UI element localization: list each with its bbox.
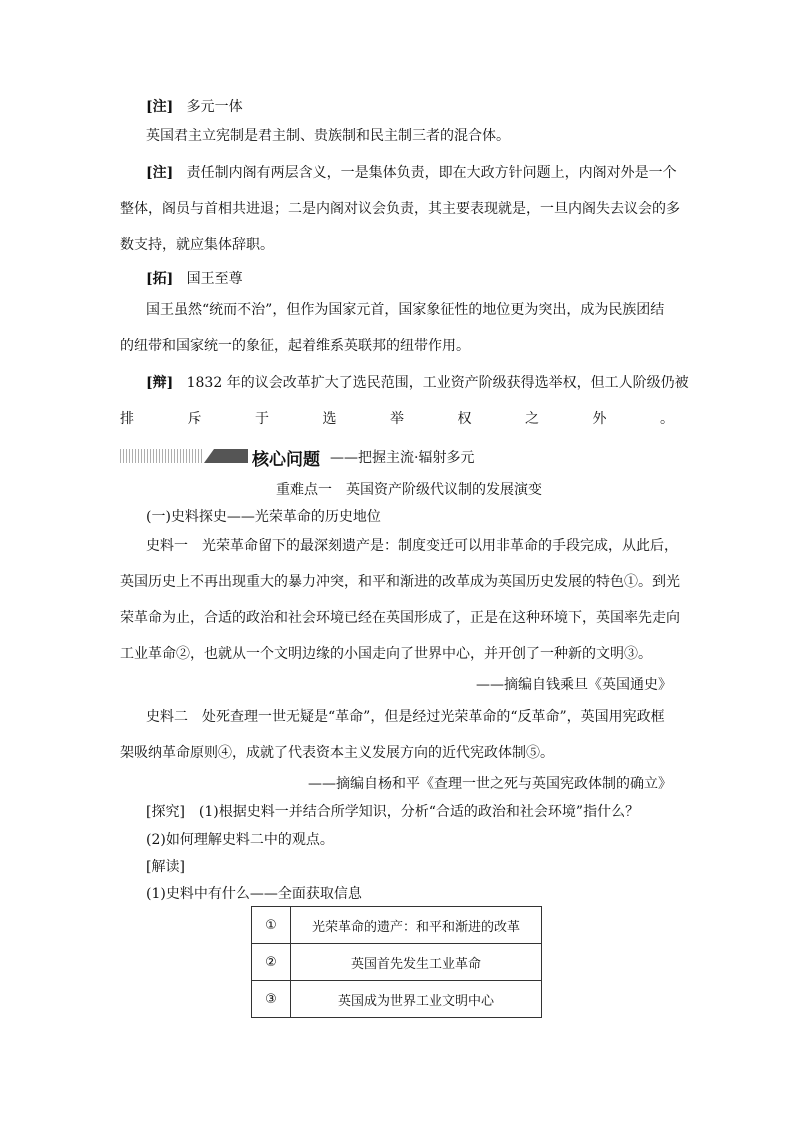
banner-hatch-decoration [120, 449, 202, 463]
dist-char: 之 [525, 411, 539, 427]
banner-bar-decoration [204, 449, 248, 463]
ext-heading [146, 270, 243, 288]
dist-char: 于 [255, 411, 269, 427]
section-banner [120, 444, 674, 468]
dist-text: 1832 年的议会改革扩大了选民范围，工业资产阶级获得选举权，但工人阶级仍被 [186, 375, 689, 391]
source2-line2: 架吸纳革命原则④，成就了代表资本主义发展方向的近代宪政体制⑤。 [120, 745, 554, 761]
interpret-step1: (1)史料中有什么——全面获取信息 [146, 886, 362, 902]
row-text: 英国首先发生工业革命 [291, 944, 542, 981]
dist-char: 权 [457, 411, 472, 427]
section-heading: 重难点一 英国资产阶级代议制的发展演变 [276, 482, 542, 498]
dist-line1 [146, 374, 689, 392]
dist-tag: [辩] [146, 375, 174, 391]
note1-body: 英国君主立宪制是君主制、贵族制和民主制三者的混合体。 [146, 128, 510, 144]
row-number: ① [252, 907, 291, 944]
ext-line2: 的纽带和国家统一的象征，起着维系英联邦的纽带作用。 [120, 338, 470, 354]
source1-line2: 英国历史上不再出现重大的暴力冲突，和平和渐进的改革成为英国历史发展的特色①。到光 [120, 574, 680, 590]
row-text: 光荣革命的遗产：和平和渐进的改革 [291, 907, 542, 944]
table-row [252, 907, 542, 944]
row-number: ③ [252, 981, 291, 1018]
source1-line4: 工业革命②，也就从一个文明边缘的小国走向了世界中心，并开创了一种新的文明③。 [120, 646, 652, 662]
table-row [252, 944, 542, 981]
banner-subtitle: ——把握主流·辐射多元 [330, 450, 475, 466]
source1-line3: 荣革命为止，合适的政治和社会环境已经在英国形成了，正是在这种环境下，英国率先走向 [120, 610, 680, 626]
dist-line2 [120, 410, 674, 428]
source2-line1: 史料二 处死查理一世无疑是“革命”，但是经过光荣革命的“反革命”，英国用宪政框 [146, 709, 665, 725]
interpret-tag: [解读] [146, 859, 185, 875]
explore-line2: (2)如何理解史料二中的观点。 [146, 832, 334, 848]
dist-char: 外 [592, 411, 607, 427]
note-tag: [注] [146, 99, 174, 115]
note2-text: 责任制内阁有两层含义，一是集体负责，即在大政方针问题上，内阁对外是一个 [186, 165, 677, 181]
source1-citation: ——摘编自钱乘旦《英国通史》 [476, 677, 672, 693]
source2-citation: ——摘编自杨和平《查理一世之死与英国宪政体制的确立》 [308, 776, 672, 792]
note-title: 多元一体 [186, 99, 243, 115]
note2-line1 [146, 164, 677, 182]
info-table [251, 906, 542, 1018]
note-tag: [注] [146, 165, 174, 181]
note2-line2: 整体，阁员与首相共进退；二是内阁对议会负责，其主要表现就是，一旦内阁失去议会的多 [120, 201, 680, 217]
dist-char: 举 [390, 411, 404, 427]
explore-line1: [探究] (1)根据史料一并结合所学知识，分析“合适的政治和社会环境”指什么？ [146, 804, 640, 820]
ext-line1: 国王虽然“统而不治”，但作为国家元首，国家象征性的地位更为突出，成为民族团结 [146, 302, 665, 318]
row-number: ② [252, 944, 291, 981]
ext-tag: [拓] [146, 271, 174, 287]
source1-line1: 史料一 光荣革命留下的最深刻遗产是：制度变迁可以用非革命的手段完成，从此后， [146, 538, 678, 554]
note1-heading [146, 98, 243, 116]
sub-heading: (一)史料探史——光荣革命的历史地位 [146, 509, 381, 525]
dist-char: 斥 [187, 411, 202, 427]
note2-line3: 数支持，就应集体辞职。 [120, 237, 274, 253]
row-text: 英国成为世界工业文明中心 [291, 981, 542, 1018]
dist-char: 选 [322, 411, 337, 427]
ext-title: 国王至尊 [186, 271, 243, 287]
dist-char: 。 [660, 411, 674, 427]
table-row [252, 981, 542, 1018]
banner-title: 核心问题 [252, 450, 320, 470]
dist-char: 排 [120, 411, 134, 427]
